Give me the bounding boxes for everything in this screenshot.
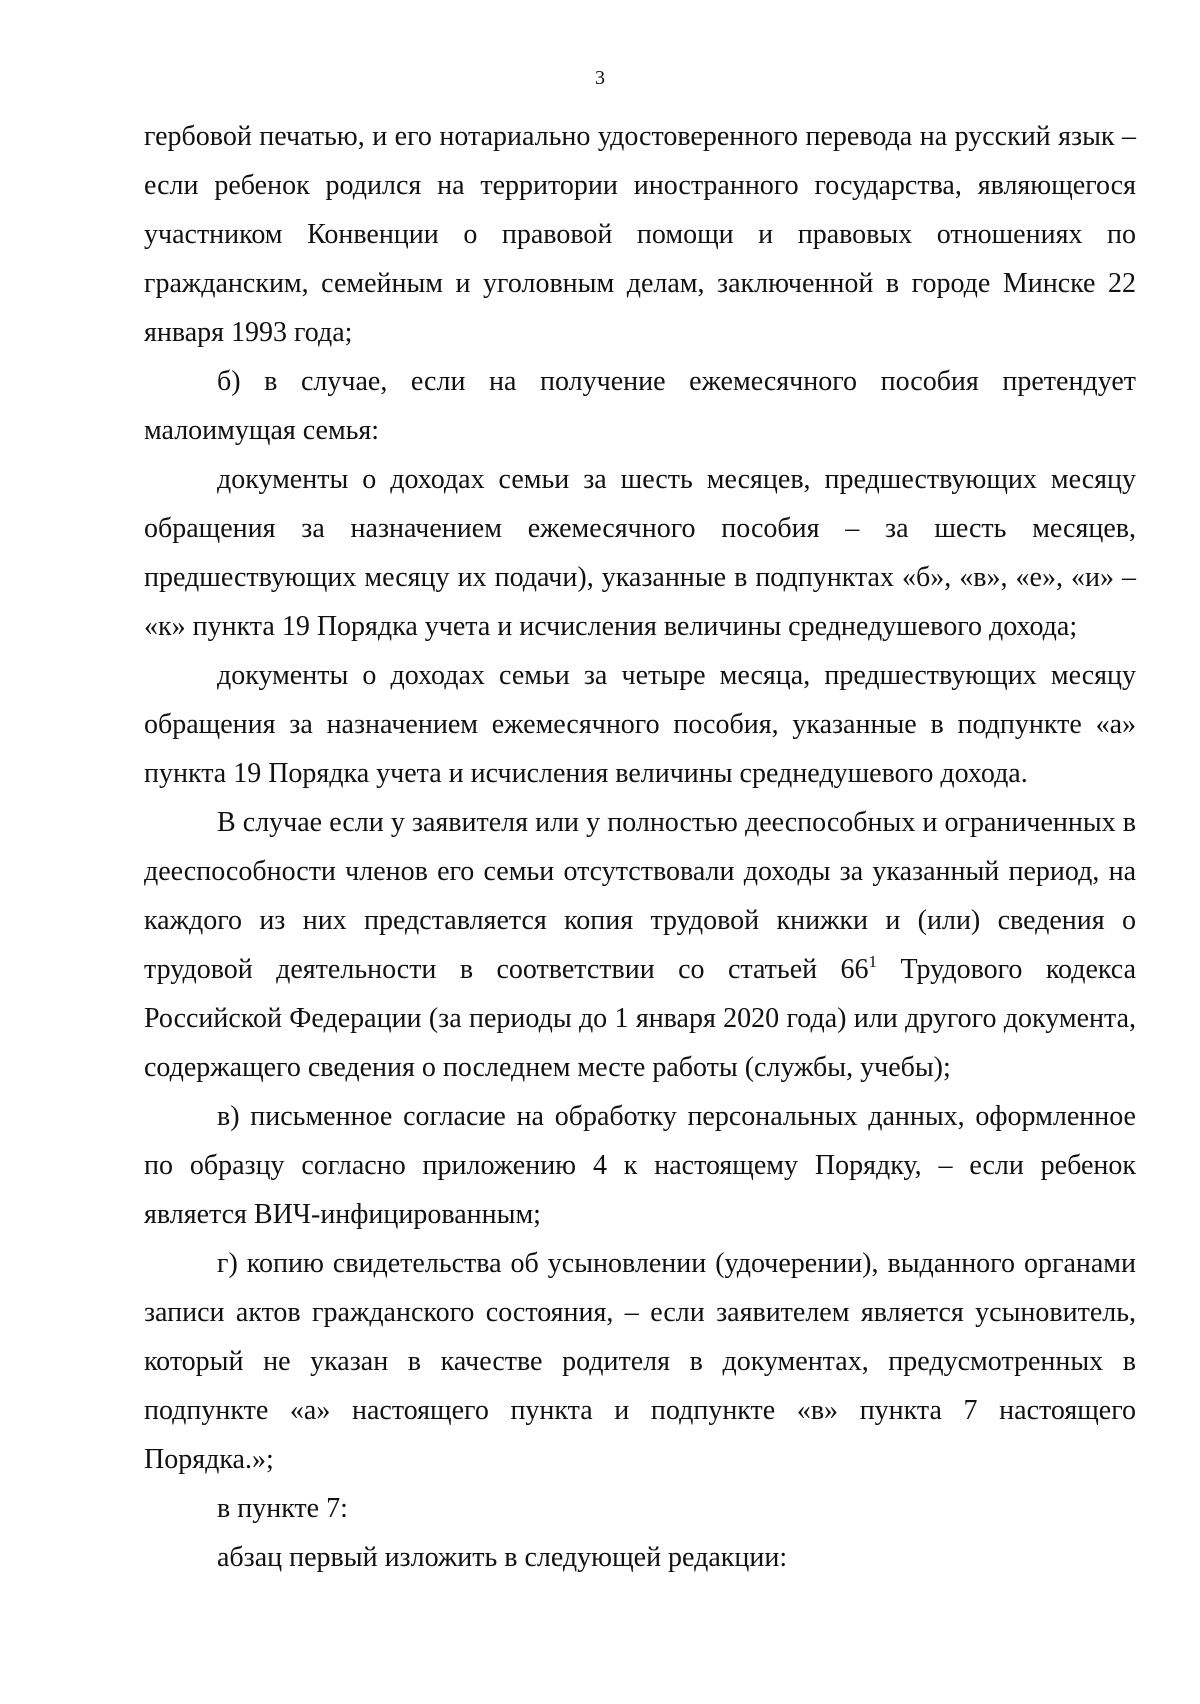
- paragraph-income-four-months: документы о доходах семьи за четыре месяца, предшествующих месяцу обращения за назначением ежемесячного пособия, указанные в подпункте «а» пункта 19 Порядка учета и исчисления величины среднедушевого дохода.: [144, 660, 1136, 789]
- paragraph-continuation: гербовой печатью, и его нотариально удостоверенного перевода на русский язык – если ребенок родился на территории иностранного государства, являющегося участником Конвенции о правовой помощи и правовых отношениях по гражданским, семейным и уголовным делам, заключенной в городе Минске 22 января 1993 года;: [144, 121, 1136, 348]
- paragraph-income-six-months: документы о доходах семьи за шесть месяцев, предшествующих месяцу обращения за назначением ежемесячного пособия – за шесть месяцев, предшествующих месяцу их подачи), указанные в подпунктах «б», «в», «е», «и» – «к» пункта 19 Порядка учета и исчисления величины среднедушевого дохода;: [144, 464, 1136, 642]
- paragraph-item-b: б) в случае, если на получение ежемесячного пособия претендует малоимущая семья:: [144, 366, 1136, 446]
- paragraph-point-7: в пункте 7:: [217, 1493, 348, 1524]
- document-body: [144, 112, 1136, 1582]
- page-number: 3: [595, 67, 605, 89]
- paragraph-no-income-text-before: В случае если у заявителя или у полностью дееспособных и ограниченных в дееспособности членов его семьи отсутствовали доходы за указанный период, на каждого из них представляется копия трудовой книжки и (или) сведения о трудовой деятельности в соответствии со статьей 66: [144, 807, 1136, 985]
- paragraph-item-g: г) копию свидетельства об усыновлении (удочерении), выданного органами записи актов гражданского состояния, – если заявителем является усыновитель, который не указан в качестве родителя в документах, предусмотренных в подпункте «а» настоящего пункта и подпункте «в» пункта 7 настоящего Порядка.»;: [144, 1248, 1136, 1475]
- paragraph-item-v: в) письменное согласие на обработку персональных данных, оформленное по образцу согласно приложению 4 к настоящему Порядку, – если ребенок является ВИЧ-инфицированным;: [144, 1101, 1136, 1230]
- paragraph-first-abzac: абзац первый изложить в следующей редакции:: [217, 1542, 788, 1573]
- paragraph-no-income-text-after: Трудового кодекса Российской Федерации (за периоды до 1 января 2020 года) или другого документа, содержащего сведения о последнем месте работы (службы, учебы);: [144, 954, 1136, 1083]
- article-superscript: 1: [868, 952, 878, 971]
- paragraph-no-income-case: [144, 798, 1136, 1092]
